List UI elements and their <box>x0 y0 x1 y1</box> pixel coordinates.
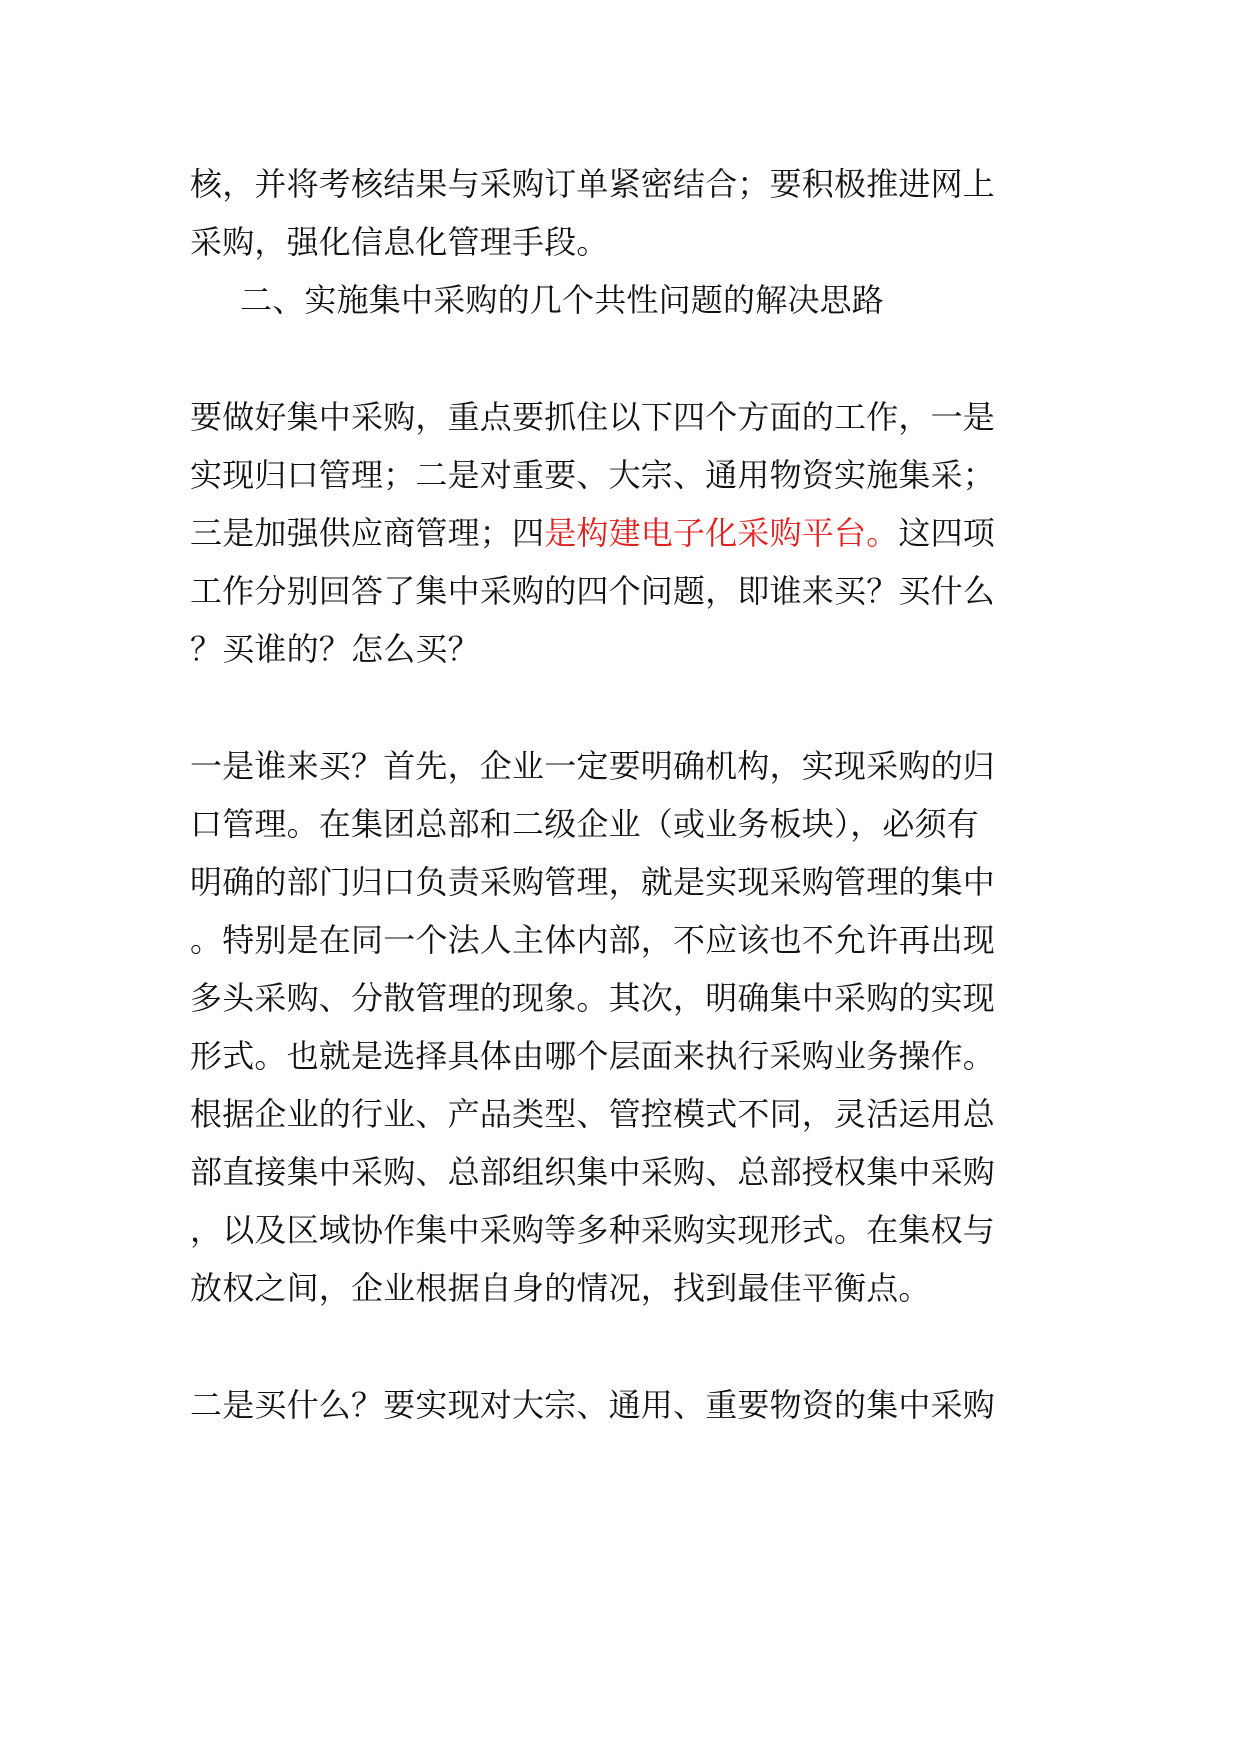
paragraph-line: 实现归口管理；二是对重要、大宗、通用物资实施集采； <box>190 456 996 494</box>
paragraph-line: 二是买什么？要实现对大宗、通用、重要物资的集中采购 <box>190 1386 996 1424</box>
paragraph-line: 核，并将考核结果与采购订单紧密结合；要积极推进网上 <box>190 165 996 203</box>
section-heading: 二、实施集中采购的几个共性问题的解决思路 <box>240 281 885 319</box>
paragraph-line: ？买谁的？怎么买？ <box>190 630 480 668</box>
paragraph-line: 形式。也就是选择具体由哪个层面来执行采购业务操作。 <box>190 1037 996 1075</box>
paragraph-line: 一是谁来买？首先，企业一定要明确机构，实现采购的归 <box>190 747 996 785</box>
paragraph-line: 放权之间，企业根据自身的情况，找到最佳平衡点。 <box>190 1269 931 1307</box>
paragraph-line: 多头采购、分散管理的现象。其次，明确集中采购的实现 <box>190 979 996 1017</box>
paragraph-line: 采购，强化信息化管理手段。 <box>190 223 609 261</box>
highlighted-text: 是构建电子化采购平台。 <box>544 514 899 552</box>
paragraph-line <box>190 513 995 553</box>
paragraph-line: 口管理。在集团总部和二级企业（或业务板块），必须有 <box>190 805 980 843</box>
text-segment: 三是加强供应商管理；四 <box>190 514 545 552</box>
paragraph-line: 根据企业的行业、产品类型、管控模式不同，灵活运用总 <box>190 1095 996 1133</box>
paragraph-line: 部直接集中采购、总部组织集中采购、总部授权集中采购 <box>190 1153 996 1191</box>
paragraph-line: 要做好集中采购，重点要抓住以下四个方面的工作，一是 <box>190 398 996 436</box>
text-segment: 这四项 <box>898 514 996 552</box>
paragraph-line: 明确的部门归口负责采购管理，就是实现采购管理的集中 <box>190 863 996 901</box>
paragraph-line: 。特别是在同一个法人主体内部，不应该也不允许再出现 <box>190 921 996 959</box>
paragraph-line: 工作分别回答了集中采购的四个问题，即谁来买？买什么 <box>190 572 996 610</box>
paragraph-line: ，以及区域协作集中采购等多种采购实现形式。在集权与 <box>190 1211 996 1249</box>
